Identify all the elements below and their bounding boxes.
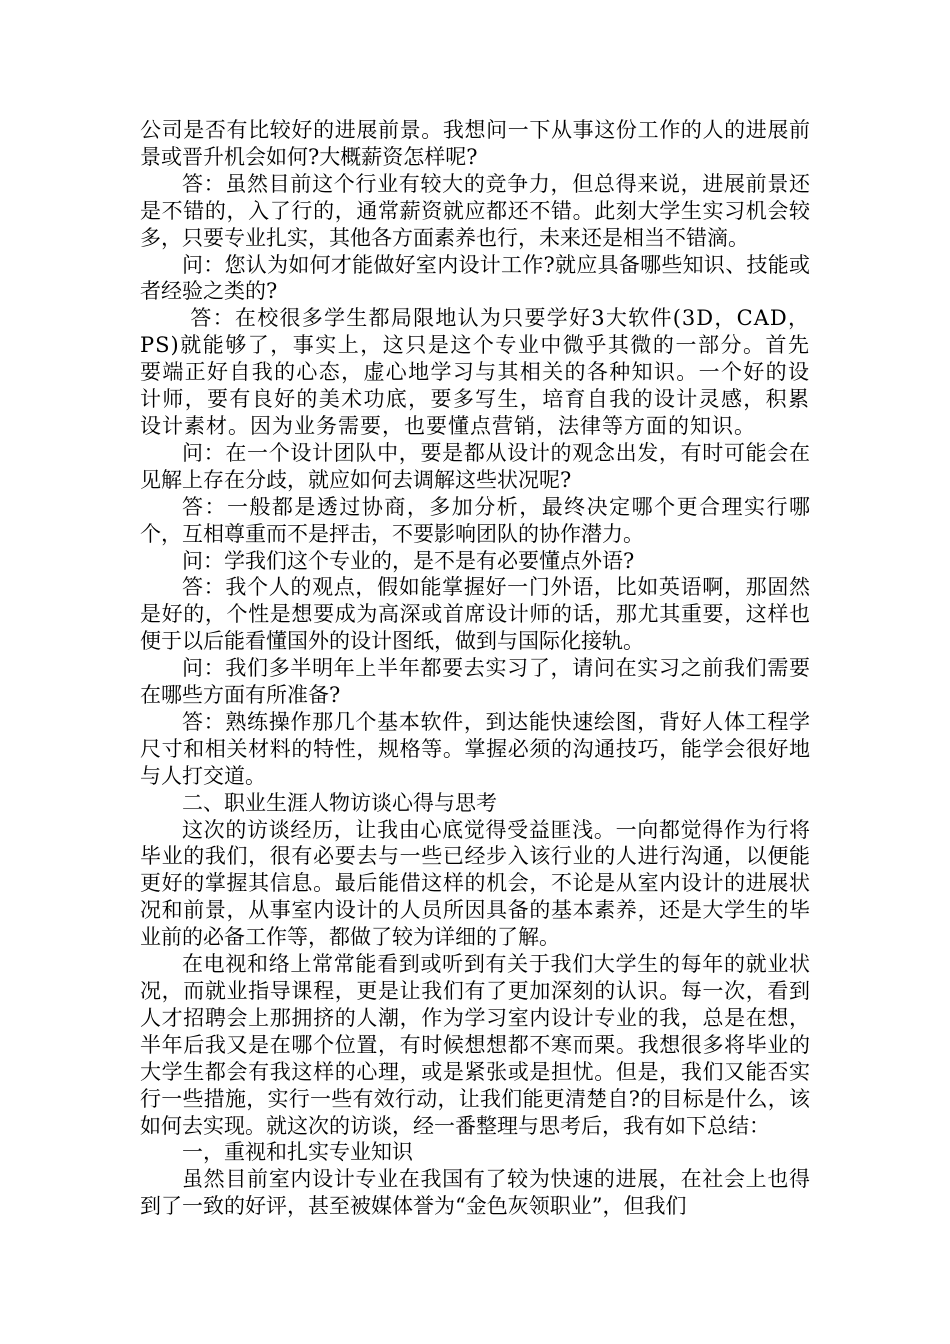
- subheading-professional-knowledge: 一，重视和扎实专业知识: [182, 1140, 413, 1165]
- paragraph-answer-language: 答：我个人的观点，假如能掌握好一门外语，比如英语啊，那固然是好的，个性是想要成为高深或首席设计师的话，那尤其重要，这样也便于以后能看懂国外的设计图纸，做到与国际化接轨。: [140, 575, 810, 654]
- paragraph-answer-team: 答：一般都是透过协商，多加分析，最终决定哪个更合理实行哪个，互相尊重而不是抨击，不要影响团队的协作潜力。: [140, 494, 810, 546]
- paragraph-question-team: 问：在一个设计团队中，要是都从设计的观念出发，有时可能会在见解上存在分歧，就应如何去调解这些状况呢?: [140, 440, 810, 492]
- paragraph-professional-knowledge: 虽然目前室内设计专业在我国有了较为快速的进展，在社会上也得到了一致的好评，甚至被媒体誉为“金色灰领职业”，但我们: [140, 1167, 810, 1219]
- paragraph-question-prospects-cont: 公司是否有比较好的进展前景。我想问一下从事这份工作的人的进展前景或晋升机会如何?大概薪资怎样呢?: [140, 118, 810, 169]
- paragraph-answer-prospects: 答：虽然目前这个行业有较大的竞争力，但总得来说，进展前景还是不错的，入了行的，通常薪资就应都还不错。此刻大学生实习机会较多，只要专业扎实，其他各方面素养也行，未来还是相当不错滴。: [140, 171, 810, 250]
- section-heading-reflection: 二、职业生涯人物访谈心得与思考: [182, 790, 497, 815]
- paragraph-reflection-2: 在电视和络上常常能看到或听到有关于我们大学生的每年的就业状况，而就业指导课程，更是让我们有了更加深刻的认识。每一次，看到人才招聘会上那拥挤的人潮，作为学习室内设计专业的我，总是在想，半年后我又是在哪个位置，有时候想想都不寒而栗。我想很多将毕业的大学生都会有我这样的心理，或是紧张或是担忧。但是，我们又能否实行一些措施，实行一些有效行动，让我们能更清楚自?的目标是什么，该如何去实现。就这次的访谈，经一番整理与思考后，我有如下总结：: [140, 952, 810, 1138]
- paragraph-answer-skills: 答：在校很多学生都局限地认为只要学好3大软件(3D，CAD，PS)就能够了，事实上，这只是这个专业中微乎其微的一部分。首先要端正好自我的心态，虚心地学习与其相关的各种知识。一个好的设计师，要有良好的美术功底，要多写生，培育自我的设计灵感，积累设计素材。因为业务需要，也要懂点营销，法律等方面的知识。: [140, 306, 810, 438]
- paragraph-answer-internship: 答：熟练操作那几个基本软件，到达能快速绘图，背好人体工程学尺寸和相关材料的特性，规格等。掌握必须的沟通技巧，能学会很好地与人打交道。: [140, 709, 810, 788]
- paragraph-question-skills: 问：您认为如何才能做好室内设计工作?就应具备哪些知识、技能或者经验之类的?: [140, 252, 810, 304]
- document-body: [140, 117, 810, 1220]
- paragraph-reflection-1: 这次的访谈经历，让我由心底觉得受益匪浅。一向都觉得作为行将毕业的我们，很有必要去与一些已经步入该行业的人进行沟通，以便能更好的掌握其信息。最后能借这样的机会，不论是从室内设计的进展状况和前景，从事室内设计的人员所因具备的基本素养，还是大学生的毕业前的必备工作等，都做了较为详细的了解。: [140, 817, 810, 950]
- paragraph-question-internship: 问：我们多半明年上半年都要去实习了，请问在实习之前我们需要在哪些方面有所准备?: [140, 656, 810, 708]
- paragraph-question-language: 问：学我们这个专业的，是不是有必要懂点外语?: [182, 548, 635, 573]
